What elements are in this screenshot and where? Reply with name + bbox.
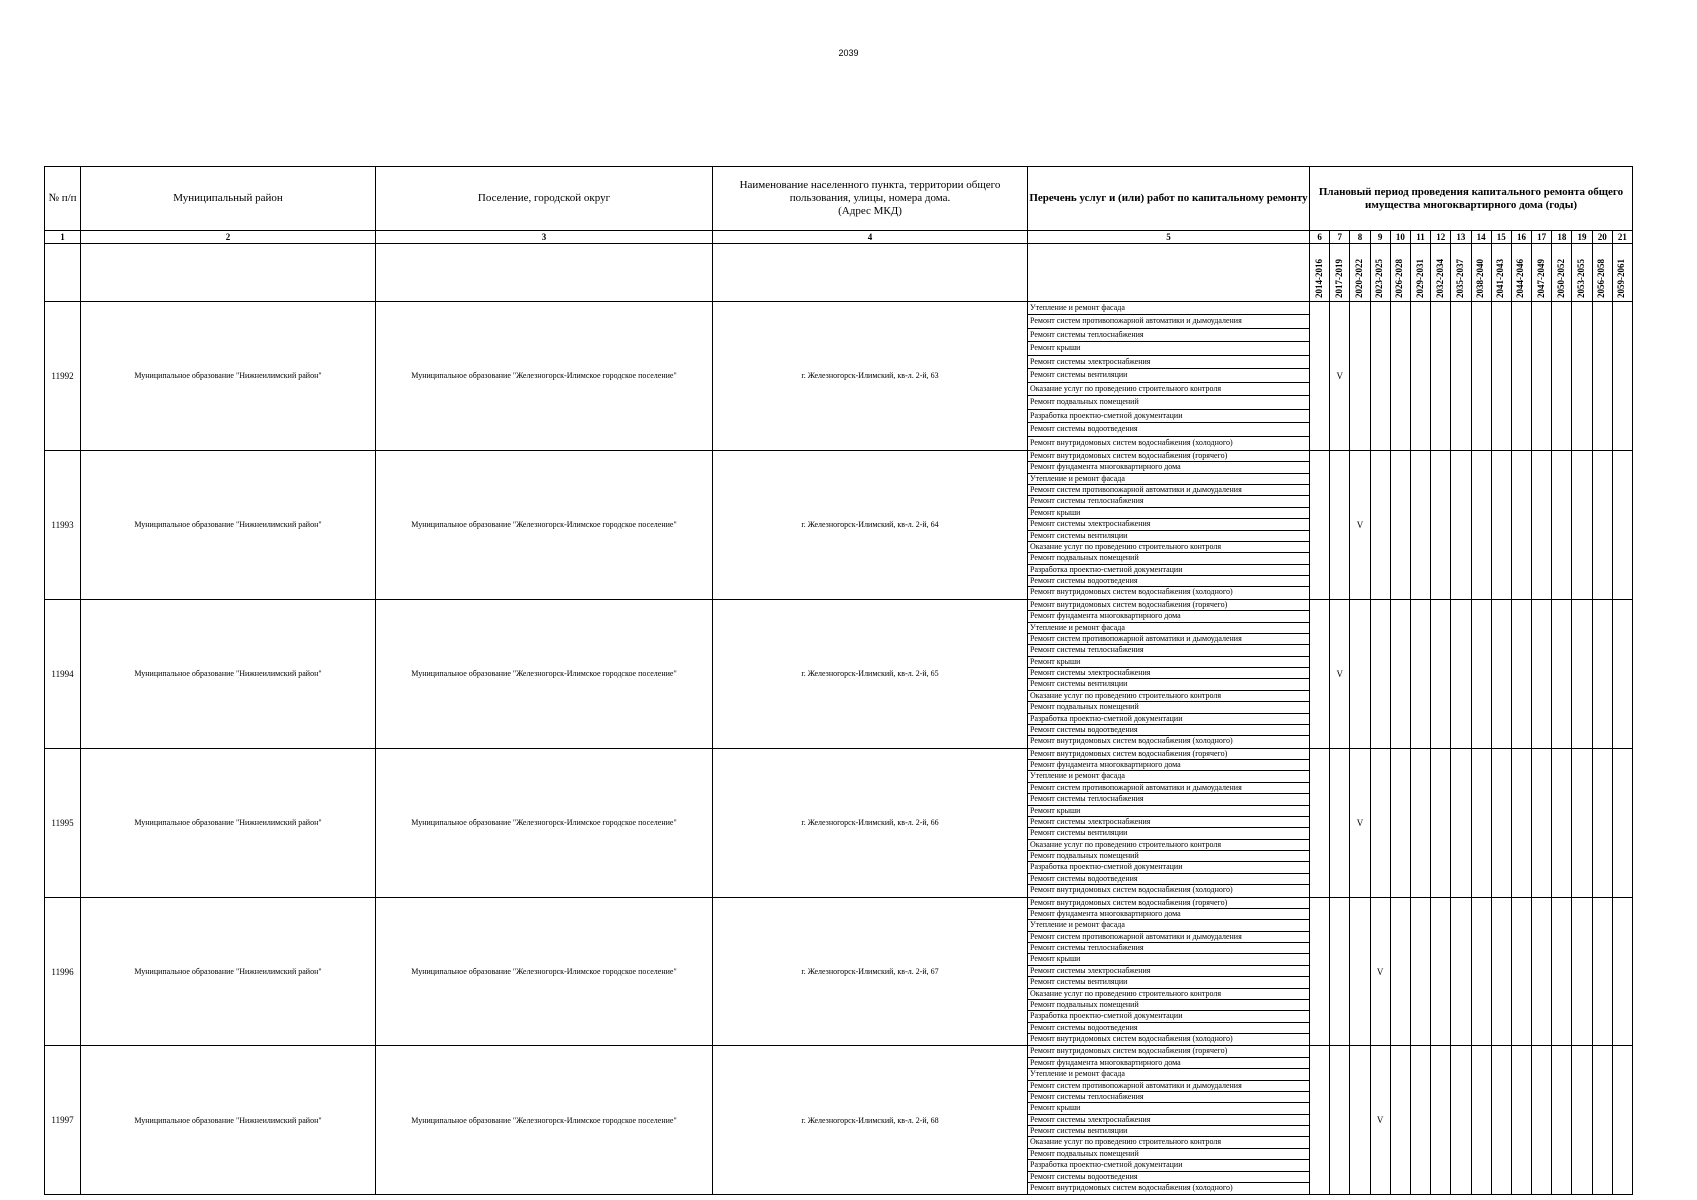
works-list — [1028, 451, 1309, 599]
years-spacer — [1028, 244, 1310, 302]
year-period-cell — [1390, 302, 1410, 451]
year-period-cell — [1612, 599, 1632, 748]
work-item: Ремонт системы теплоснабжения — [1028, 496, 1309, 507]
years-row — [45, 244, 1633, 302]
work-item: Ремонт крыши — [1028, 1103, 1309, 1114]
work-item: Ремонт подвальных помещений — [1028, 396, 1309, 409]
work-item: Ремонт систем противопожарной автоматики и дымоудаления — [1028, 634, 1309, 645]
year-period-header — [1451, 244, 1471, 302]
work-item: Ремонт внутридомовых систем водоснабжения (горячего) — [1028, 898, 1309, 909]
year-period-cell — [1431, 748, 1451, 897]
year-period-header — [1491, 244, 1511, 302]
year-period-cell — [1511, 450, 1531, 599]
year-period-cell — [1431, 450, 1451, 599]
header-address-line1: Наименование населенного пункта, территории общего — [739, 179, 1001, 191]
table-row — [45, 897, 1633, 1046]
year-period-header — [1552, 244, 1572, 302]
record-settlement: Муниципальное образование "Железногорск-Илимское городское поселение" — [376, 1046, 713, 1195]
table-row — [45, 1046, 1633, 1195]
year-period-label: 2056-2058 — [1596, 259, 1607, 298]
record-number: 11996 — [45, 897, 81, 1046]
work-item: Ремонт подвальных помещений — [1028, 1000, 1309, 1011]
work-item: Ремонт систем противопожарной автоматики и дымоудаления — [1028, 485, 1309, 496]
header-address-line2: пользования, улицы, номера дома. — [789, 192, 951, 204]
column-number: 16 — [1511, 231, 1531, 244]
works-list — [1028, 1046, 1309, 1194]
year-period-cell — [1451, 748, 1471, 897]
year-period-cell — [1491, 748, 1511, 897]
work-item: Оказание услуг по проведению строительного контроля — [1028, 1137, 1309, 1148]
record-address: г. Железногорск-Илимский, кв-л. 2-й, 68 — [713, 1046, 1028, 1195]
year-period-label: 2041-2043 — [1495, 259, 1506, 298]
year-period-cell — [1471, 302, 1491, 451]
planned-mark: V — [1350, 450, 1370, 599]
record-address: г. Железногорск-Илимский, кв-л. 2-й, 67 — [713, 897, 1028, 1046]
record-works — [1028, 1046, 1310, 1195]
work-item: Ремонт крыши — [1028, 508, 1309, 519]
work-item: Ремонт системы водоотведения — [1028, 576, 1309, 587]
column-number: 2 — [81, 231, 376, 244]
work-item: Ремонт фундамента многоквартирного дома — [1028, 909, 1309, 920]
work-item: Оказание услуг по проведению строительного контроля — [1028, 840, 1309, 851]
work-item: Ремонт внутридомовых систем водоснабжения (холодного) — [1030, 587, 1233, 597]
year-period-cell — [1330, 897, 1350, 1046]
year-period-cell — [1552, 897, 1572, 1046]
work-item: Ремонт внутридомовых систем водоснабжения (горячего) — [1028, 451, 1309, 462]
year-period-label: 2059-2061 — [1616, 259, 1627, 298]
year-period-cell — [1310, 302, 1330, 451]
record-settlement: Муниципальное образование "Железногорск-Илимское городское поселение" — [376, 450, 713, 599]
work-item: Ремонт фундамента многоквартирного дома — [1028, 462, 1309, 473]
record-works — [1028, 450, 1310, 599]
year-period-header — [1431, 244, 1451, 302]
year-period-cell — [1552, 748, 1572, 897]
year-period-cell — [1491, 1046, 1511, 1195]
year-period-cell — [1552, 599, 1572, 748]
year-period-cell — [1511, 897, 1531, 1046]
work-item: Разработка проектно-сметной документации — [1028, 410, 1309, 423]
planned-mark: V — [1330, 599, 1350, 748]
year-period-label: 2050-2052 — [1555, 259, 1566, 298]
record-address: г. Железногорск-Илимский, кв-л. 2-й, 63 — [713, 302, 1028, 451]
year-period-label: 2053-2055 — [1576, 259, 1587, 298]
work-item: Ремонт системы электроснабжения — [1028, 966, 1309, 977]
column-number: 9 — [1370, 231, 1390, 244]
column-number: 10 — [1390, 231, 1410, 244]
year-period-label: 2044-2046 — [1515, 259, 1526, 298]
year-period-cell — [1451, 302, 1471, 451]
column-number: 15 — [1491, 231, 1511, 244]
table-row — [45, 302, 1633, 451]
year-period-cell — [1612, 302, 1632, 451]
work-item: Ремонт системы электроснабжения — [1028, 519, 1309, 530]
year-period-cell — [1532, 450, 1552, 599]
year-period-cell — [1572, 302, 1592, 451]
works-list — [1028, 600, 1309, 748]
years-spacer — [45, 244, 81, 302]
year-period-cell — [1410, 1046, 1430, 1195]
work-item: Ремонт внутридомовых систем водоснабжения (холодного) — [1030, 885, 1233, 895]
record-address: г. Железногорск-Илимский, кв-л. 2-й, 65 — [713, 599, 1028, 748]
year-period-label: 2032-2034 — [1434, 259, 1445, 298]
year-period-cell — [1330, 450, 1350, 599]
year-period-cell — [1410, 599, 1430, 748]
work-item: Ремонт системы теплоснабжения — [1028, 794, 1309, 805]
year-period-cell — [1431, 302, 1451, 451]
year-period-cell — [1451, 450, 1471, 599]
year-period-cell — [1330, 748, 1350, 897]
year-period-cell — [1370, 302, 1390, 451]
year-period-cell — [1310, 1046, 1330, 1195]
work-item: Ремонт системы вентиляции — [1028, 828, 1309, 839]
year-period-cell — [1390, 897, 1410, 1046]
record-district: Муниципальное образование "Нижнеилимский район" — [81, 302, 376, 451]
year-period-cell — [1552, 450, 1572, 599]
year-period-cell — [1451, 897, 1471, 1046]
work-item: Ремонт системы вентиляции — [1028, 531, 1309, 542]
column-number: 20 — [1592, 231, 1612, 244]
year-period-label: 2029-2031 — [1414, 259, 1425, 298]
work-item: Утепление и ремонт фасада — [1028, 302, 1309, 315]
work-item: Оказание услуг по проведению строительного контроля — [1028, 691, 1309, 702]
year-period-header — [1572, 244, 1592, 302]
work-item: Ремонт системы вентиляции — [1028, 369, 1309, 382]
year-period-cell — [1491, 302, 1511, 451]
column-number: 12 — [1431, 231, 1451, 244]
year-period-cell — [1350, 599, 1370, 748]
year-period-cell — [1370, 748, 1390, 897]
year-period-cell — [1572, 450, 1592, 599]
year-period-cell — [1511, 302, 1531, 451]
year-period-cell — [1491, 897, 1511, 1046]
work-item: Ремонт системы вентиляции — [1028, 1126, 1309, 1137]
year-period-cell — [1390, 748, 1410, 897]
year-period-cell — [1390, 450, 1410, 599]
year-period-cell — [1592, 450, 1612, 599]
year-period-cell — [1572, 897, 1592, 1046]
year-period-cell — [1612, 897, 1632, 1046]
works-list — [1028, 898, 1309, 1046]
years-spacer — [81, 244, 376, 302]
year-period-cell — [1471, 1046, 1491, 1195]
work-item: Ремонт системы теплоснабжения — [1028, 329, 1309, 342]
column-number: 1 — [45, 231, 81, 244]
year-period-cell — [1612, 450, 1632, 599]
record-district: Муниципальное образование "Нижнеилимский район" — [81, 748, 376, 897]
works-list — [1028, 302, 1309, 450]
work-item: Ремонт подвальных помещений — [1028, 702, 1309, 713]
table-row — [45, 599, 1633, 748]
year-period-cell — [1532, 1046, 1552, 1195]
year-period-header — [1390, 244, 1410, 302]
work-item: Ремонт системы вентиляции — [1028, 977, 1309, 988]
table-row — [45, 748, 1633, 897]
work-item: Ремонт внутридомовых систем водоснабжения (горячего) — [1028, 749, 1309, 760]
planned-mark: V — [1370, 1046, 1390, 1195]
year-period-cell — [1592, 1046, 1612, 1195]
record-settlement: Муниципальное образование "Железногорск-Илимское городское поселение" — [376, 897, 713, 1046]
year-period-cell — [1310, 897, 1330, 1046]
year-period-cell — [1350, 1046, 1370, 1195]
year-period-header — [1592, 244, 1612, 302]
work-item: Ремонт подвальных помещений — [1028, 851, 1309, 862]
record-number: 11993 — [45, 450, 81, 599]
column-number: 19 — [1572, 231, 1592, 244]
record-works — [1028, 302, 1310, 451]
column-number: 8 — [1350, 231, 1370, 244]
work-item: Ремонт системы вентиляции — [1028, 679, 1309, 690]
column-number: 21 — [1612, 231, 1632, 244]
year-period-cell — [1390, 599, 1410, 748]
work-item: Ремонт системы водоотведения — [1028, 874, 1309, 885]
year-period-label: 2020-2022 — [1353, 259, 1364, 298]
header-district: Муниципальный район — [81, 167, 376, 231]
work-item: Ремонт подвальных помещений — [1028, 1149, 1309, 1160]
year-period-cell — [1471, 897, 1491, 1046]
work-item: Оказание услуг по проведению строительного контроля — [1028, 989, 1309, 1000]
record-number: 11994 — [45, 599, 81, 748]
record-district: Муниципальное образование "Нижнеилимский район" — [81, 450, 376, 599]
work-item: Ремонт систем противопожарной автоматики и дымоудаления — [1028, 783, 1309, 794]
year-period-cell — [1592, 897, 1612, 1046]
year-period-cell — [1552, 1046, 1572, 1195]
year-period-cell — [1511, 1046, 1531, 1195]
column-number: 13 — [1451, 231, 1471, 244]
work-item: Ремонт крыши — [1028, 954, 1309, 965]
work-item: Оказание услуг по проведению строительного контроля — [1028, 542, 1309, 553]
year-period-cell — [1390, 1046, 1410, 1195]
year-period-cell — [1572, 599, 1592, 748]
year-period-cell — [1350, 302, 1370, 451]
page-number: 2039 — [838, 48, 859, 58]
year-period-cell — [1431, 599, 1451, 748]
year-period-label: 2017-2019 — [1333, 259, 1344, 298]
year-period-cell — [1592, 599, 1612, 748]
year-period-cell — [1410, 897, 1430, 1046]
work-item: Разработка проектно-сметной документации — [1028, 565, 1309, 576]
work-item: Оказание услуг по проведению строительного контроля — [1028, 383, 1309, 396]
year-period-cell — [1572, 1046, 1592, 1195]
work-item: Утепление и ремонт фасада — [1028, 771, 1309, 782]
work-item: Утепление и ремонт фасада — [1028, 1069, 1309, 1080]
year-period-cell — [1532, 748, 1552, 897]
planned-mark: V — [1370, 897, 1390, 1046]
record-settlement: Муниципальное образование "Железногорск-Илимское городское поселение" — [376, 302, 713, 451]
year-period-cell — [1491, 599, 1511, 748]
work-item: Ремонт крыши — [1028, 342, 1309, 355]
year-period-cell — [1471, 748, 1491, 897]
year-period-cell — [1592, 748, 1612, 897]
work-item: Ремонт фундамента многоквартирного дома — [1028, 760, 1309, 771]
year-period-label: 2014-2016 — [1313, 259, 1324, 298]
table-row — [45, 450, 1633, 599]
work-item: Ремонт внутридомовых систем водоснабжения (горячего) — [1028, 600, 1309, 611]
year-period-cell — [1310, 599, 1330, 748]
header-num: № п/п — [45, 167, 81, 231]
year-period-cell — [1310, 450, 1330, 599]
planned-mark: V — [1350, 748, 1370, 897]
year-period-label: 2023-2025 — [1374, 259, 1385, 298]
year-period-cell — [1330, 1046, 1350, 1195]
record-address: г. Железногорск-Илимский, кв-л. 2-й, 66 — [713, 748, 1028, 897]
year-period-header — [1370, 244, 1390, 302]
years-spacer — [713, 244, 1028, 302]
record-number: 11997 — [45, 1046, 81, 1195]
record-number: 11992 — [45, 302, 81, 451]
year-period-cell — [1370, 450, 1390, 599]
year-period-cell — [1511, 599, 1531, 748]
year-period-cell — [1310, 748, 1330, 897]
column-number: 7 — [1330, 231, 1350, 244]
work-item: Ремонт внутридомовых систем водоснабжения (холодного) — [1030, 437, 1233, 447]
year-period-header — [1511, 244, 1531, 302]
column-number: 18 — [1552, 231, 1572, 244]
record-settlement: Муниципальное образование "Железногорск-Илимское городское поселение" — [376, 748, 713, 897]
work-item: Утепление и ремонт фасада — [1028, 920, 1309, 931]
work-item: Ремонт системы электроснабжения — [1028, 1115, 1309, 1126]
record-address: г. Железногорск-Илимский, кв-л. 2-й, 64 — [713, 450, 1028, 599]
year-period-cell — [1471, 450, 1491, 599]
column-number: 17 — [1532, 231, 1552, 244]
year-period-header — [1612, 244, 1632, 302]
column-number: 3 — [376, 231, 713, 244]
year-period-header — [1410, 244, 1430, 302]
planned-mark: V — [1330, 302, 1350, 451]
header-period: Плановый период проведения капитального ремонта общего имущества многоквартирного дома (годы) — [1310, 167, 1633, 231]
capital-repair-plan-table — [44, 166, 1633, 1195]
year-period-cell — [1612, 748, 1632, 897]
record-settlement: Муниципальное образование "Железногорск-Илимское городское поселение" — [376, 599, 713, 748]
column-number: 4 — [713, 231, 1028, 244]
work-item: Ремонт систем противопожарной автоматики и дымоудаления — [1028, 932, 1309, 943]
record-works — [1028, 748, 1310, 897]
work-item: Утепление и ремонт фасада — [1028, 623, 1309, 634]
header-settlement: Поселение, городской округ — [376, 167, 713, 231]
work-item: Ремонт крыши — [1028, 657, 1309, 668]
year-period-label: 2035-2037 — [1454, 259, 1465, 298]
work-item: Ремонт системы электроснабжения — [1028, 356, 1309, 369]
record-works — [1028, 897, 1310, 1046]
work-item: Ремонт фундамента многоквартирного дома — [1028, 1058, 1309, 1069]
year-period-cell — [1431, 897, 1451, 1046]
year-period-cell — [1511, 748, 1531, 897]
year-period-cell — [1410, 748, 1430, 897]
work-item: Ремонт внутридомовых систем водоснабжения (холодного) — [1030, 736, 1233, 746]
work-item: Ремонт системы водоотведения — [1028, 423, 1309, 436]
work-item: Ремонт внутридомовых систем водоснабжения (холодного) — [1030, 1034, 1233, 1044]
work-item: Утепление и ремонт фасада — [1028, 474, 1309, 485]
year-period-cell — [1471, 599, 1491, 748]
year-period-cell — [1410, 302, 1430, 451]
year-period-cell — [1612, 1046, 1632, 1195]
years-spacer — [376, 244, 713, 302]
year-period-cell — [1552, 302, 1572, 451]
year-period-label: 2038-2040 — [1475, 259, 1486, 298]
year-period-cell — [1532, 599, 1552, 748]
year-period-cell — [1370, 599, 1390, 748]
year-period-cell — [1431, 1046, 1451, 1195]
year-period-cell — [1491, 450, 1511, 599]
column-number: 11 — [1410, 231, 1430, 244]
year-period-label: 2047-2049 — [1535, 259, 1546, 298]
work-item: Разработка проектно-сметной документации — [1028, 1011, 1309, 1022]
header-row — [45, 167, 1633, 231]
work-item: Ремонт системы водоотведения — [1028, 725, 1309, 736]
work-item: Ремонт крыши — [1028, 806, 1309, 817]
year-period-header — [1532, 244, 1552, 302]
year-period-header — [1350, 244, 1370, 302]
work-item: Ремонт систем противопожарной автоматики и дымоудаления — [1028, 315, 1309, 328]
record-district: Муниципальное образование "Нижнеилимский район" — [81, 1046, 376, 1195]
work-item: Разработка проектно-сметной документации — [1028, 1160, 1309, 1171]
column-number: 14 — [1471, 231, 1491, 244]
work-item: Ремонт подвальных помещений — [1028, 553, 1309, 564]
record-works — [1028, 599, 1310, 748]
work-item: Ремонт внутридомовых систем водоснабжения (горячего) — [1028, 1046, 1309, 1057]
year-period-header — [1330, 244, 1350, 302]
year-period-cell — [1572, 748, 1592, 897]
record-district: Муниципальное образование "Нижнеилимский район" — [81, 599, 376, 748]
work-item: Ремонт фундамента многоквартирного дома — [1028, 611, 1309, 622]
year-period-header — [1471, 244, 1491, 302]
work-item: Ремонт систем противопожарной автоматики и дымоудаления — [1028, 1081, 1309, 1092]
record-number: 11995 — [45, 748, 81, 897]
work-item: Ремонт системы теплоснабжения — [1028, 645, 1309, 656]
header-address-line3: (Адрес МКД) — [838, 205, 902, 217]
year-period-cell — [1532, 897, 1552, 1046]
column-number: 6 — [1310, 231, 1330, 244]
year-period-cell — [1592, 302, 1612, 451]
work-item: Ремонт системы теплоснабжения — [1028, 1092, 1309, 1103]
year-period-cell — [1451, 1046, 1471, 1195]
year-period-cell — [1350, 897, 1370, 1046]
year-period-cell — [1451, 599, 1471, 748]
header-works: Перечень услуг и (или) работ по капитальному ремонту — [1028, 167, 1310, 231]
year-period-label: 2026-2028 — [1394, 259, 1405, 298]
work-item: Ремонт системы теплоснабжения — [1028, 943, 1309, 954]
work-item: Ремонт системы водоотведения — [1028, 1023, 1309, 1034]
work-item: Разработка проектно-сметной документации — [1028, 714, 1309, 725]
work-item: Ремонт системы электроснабжения — [1028, 817, 1309, 828]
column-numbers-row — [45, 231, 1633, 244]
records-body — [45, 302, 1633, 1195]
work-item: Ремонт системы электроснабжения — [1028, 668, 1309, 679]
work-item: Разработка проектно-сметной документации — [1028, 862, 1309, 873]
work-item: Ремонт внутридомовых систем водоснабжения (холодного) — [1030, 1182, 1233, 1192]
year-period-cell — [1532, 302, 1552, 451]
record-district: Муниципальное образование "Нижнеилимский район" — [81, 897, 376, 1046]
column-number: 5 — [1028, 231, 1310, 244]
year-period-cell — [1410, 450, 1430, 599]
header-address — [713, 167, 1028, 231]
work-item: Ремонт системы водоотведения — [1028, 1172, 1309, 1183]
year-period-header — [1310, 244, 1330, 302]
works-list — [1028, 749, 1309, 897]
